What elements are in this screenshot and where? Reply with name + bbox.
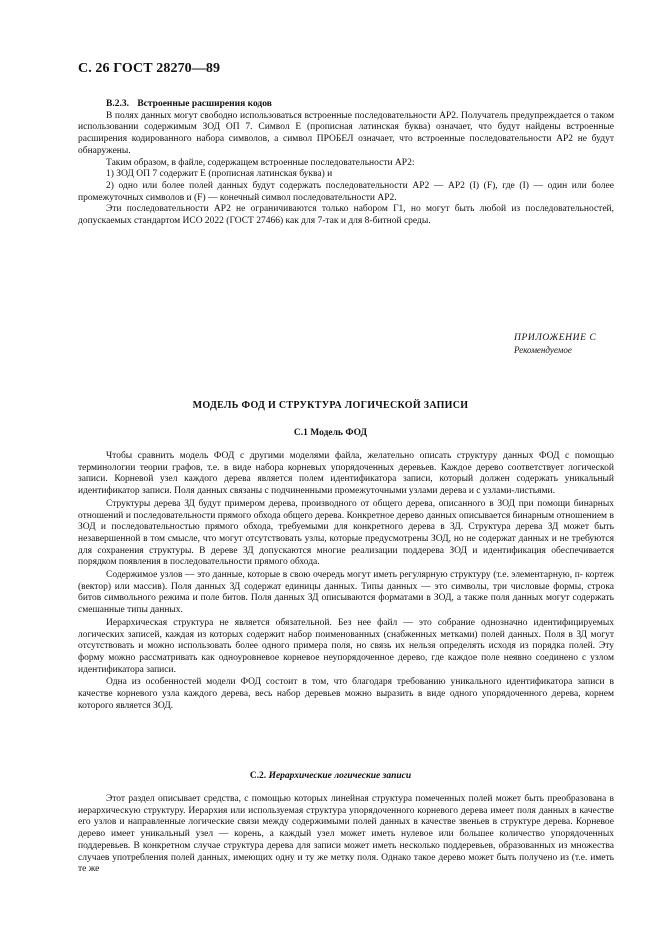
section-b23 — [78, 99, 614, 228]
paragraph: Таким образом, в файле, содержащем встроенные последовательности АР2: — [106, 157, 415, 168]
paragraph: Чтобы сравнить модель ФОД с другими моделями файла, желательно описать структуру данных ФОД с помощью терминологии теории графов, т.е. в виде набора корневых упорядоченных деревьев. Каждое дерево соответствует логической записи. Корневой узел каждого дерева является полем идентификатора записи, который должен содержать уникальный идентификатор записи. Поля данных связаны с подчиненными промежуточными узлами дерева и с узлами-листьями. — [78, 451, 614, 497]
section-c2-heading — [0, 771, 661, 781]
appendix-status: Рекомендуемое — [514, 345, 572, 355]
paragraph: В полях данных могут свободно использоваться встроенные последовательности АР2. Получатель предупреждается о таком использовании содержимым ЗОД ОП 7. Символ Е (прописная латинская буква) означает, что будут найдены встроенные расширения кодированного набора символов, а символ ПРОБЕЛ означает, что встроенные последовательности АР2 не будут обнаружены. — [78, 110, 614, 156]
appendix-label: ПРИЛОЖЕНИЕ С — [514, 333, 597, 343]
section-c1-heading: С.1 Модель ФОД — [293, 428, 368, 438]
paragraph: Содержимое узлов — это данные, которые в свою очередь могут иметь регулярную структуру (т.е. элементарную, п- кортеж (вектор) или массив). Поля данных ЗД содержат единицы данных. Типы данных — это символы, три числовые формы, строка битов символьного режима и поле битов. Поля данных ЗД описываются форматами в ЗОД, а также поля данных могут содержать смешанные типы данных. — [78, 570, 614, 616]
appendix-title: МОДЕЛЬ ФОД И СТРУКТУРА ЛОГИЧЕСКОЙ ЗАПИСИ — [192, 400, 469, 411]
list-item: 2) одно или более полей данных будут содержать последовательности АР2 — АР2 (I) (F), где (I) — один или более промежуточных символов и (F) — конечный символ последовательности АР2. — [78, 180, 614, 203]
appendix-label-block — [514, 332, 614, 356]
paragraph: Эти последовательности АР2 не ограничиваются только набором Г1, но могут быть любой из последовательностей, допускаемых стандартом ИСО 2022 (ГОСТ 27466) как для 7-так и для 8-битной среды. — [78, 204, 614, 227]
section-b23-number: В.2.3. — [106, 99, 129, 109]
paragraph: Структуры дерева ЗД будут примером дерева, производного от общего дерева, описанного в ЗОД при помощи бинарных отношений и последовательности прямого обхода общего дерева. Конкретное дерево данных описывается бинарным отношением в ЗОД и последовательностью прямого обхода, требуемыми для конкретного дерева в ЗД. Структура дерева ЗД может быть незавершенной в том смысле, что могут отсутствовать узлы, которые предусмотрены ЗОД, но не содержат данных и не требуются для сохранения структуры. В дереве ЗД допускаются многие реализации поддерева ЗОД и идентификация обеспечивается порядком появления в последовательности прямого обхода. — [78, 498, 614, 568]
paragraph: Этот раздел описывает средства, с помощью которых линейная структура помеченных полей может быть преобразована в иерархическую структуру. Иерархия или используемая структура упорядоченного корневого дерева имеет поля данных в качестве его узлов и направленные логические связи между содержимыми полей данных в качестве звеньев в структуре дерева. Корневое дерево имеет уникальный узел — корень, а каждый узел может иметь нулевое или большее количество упорядоченных поддеревьев. В конкретном случае структура дерева для записи может иметь несколько поддеревьев, образованных из множества случаев употребления полей данных, имеющих одну и ту же метку поля. Однако такое дерево может быть получено из (т.е. иметь те же — [78, 794, 614, 875]
section-c2-title: Иерархические логические записи — [268, 771, 412, 781]
paragraph: Иерархическая структура не является обязательной. Без нее файл — это собрание однозначно идентифицируемых логических записей, каждая из которых содержит набор поименованных (снабженных метками) полей данных. Поля в ЗД могут отсутствовать и можно использовать более одного примера поля, но связь их нельзя определять исходя из порядка полей. Эту форму можно рассматривать как одноуровневое корневое неупорядоченное дерево, где каждое поле неявно соединено с узлом идентификатора записи. — [78, 617, 614, 675]
page-header: С. 26 ГОСТ 28270—89 — [78, 61, 221, 76]
list-item: 1) ЗОД ОП 7 содержит Е (прописная латинская буква) и — [106, 169, 333, 180]
paragraph: Одна из особенностей модели ФОД состоит в том, что благодаря требованию уникального идентификатора записи в качестве корневого узла каждого дерева, весь набор деревьев можно выразить в виде одного упорядоченного дерева, корнем которого является ЗОД. — [78, 677, 614, 711]
section-c1 — [78, 451, 614, 712]
section-b23-heading — [78, 99, 614, 111]
section-c2 — [78, 794, 614, 876]
section-b23-title: Встроенные расширения кодов — [137, 99, 272, 109]
section-c2-number: С.2. — [249, 771, 267, 781]
